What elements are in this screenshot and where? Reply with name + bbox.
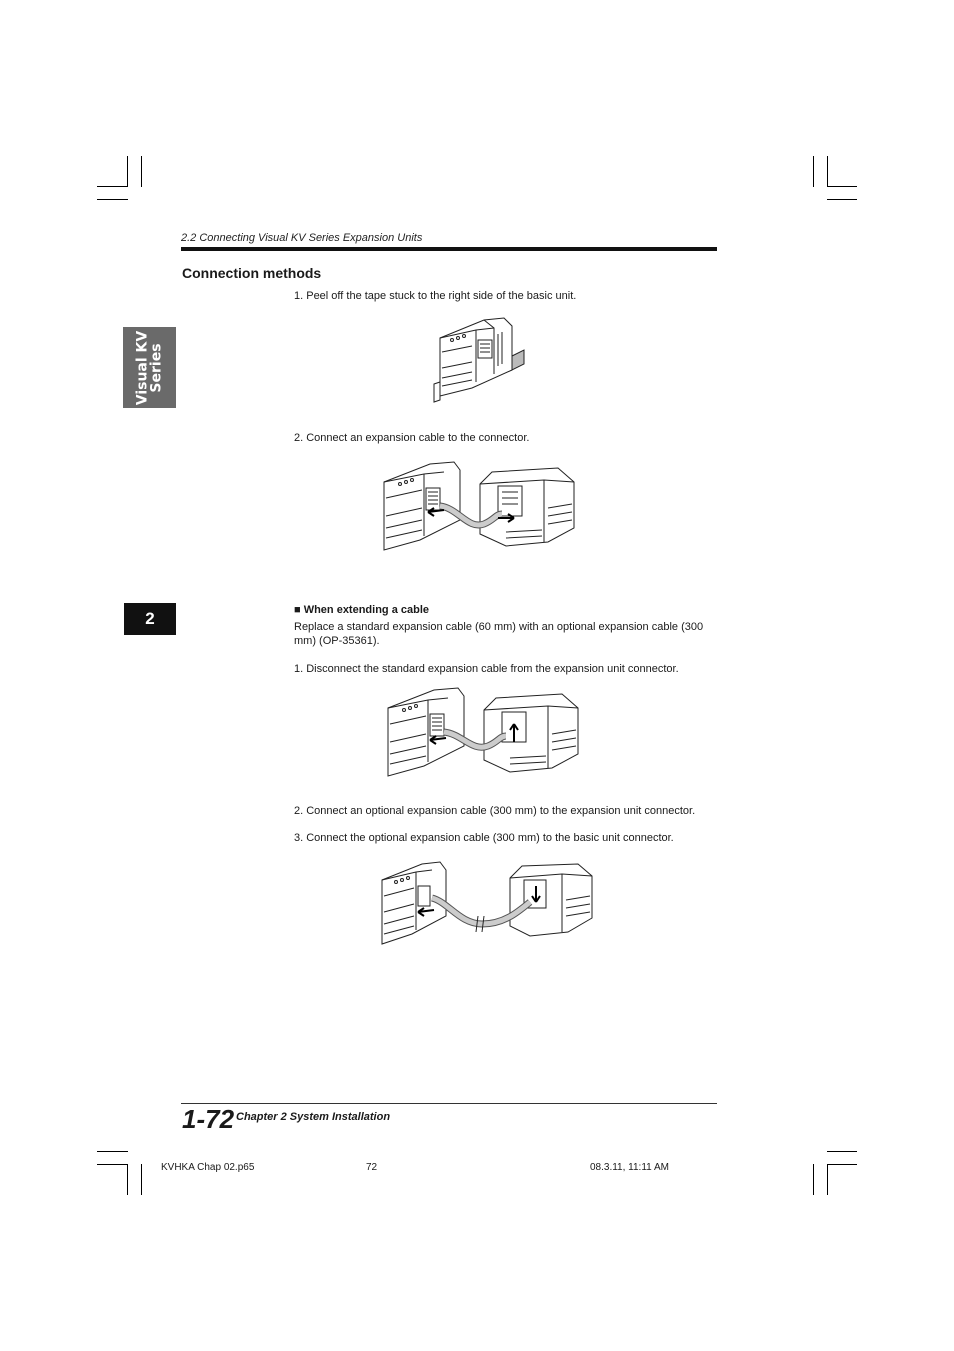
step-connect-optional-basic: 3. Connect the optional expansion cable (300 mm) to the basic unit connector. [294, 832, 674, 844]
header-rule [181, 247, 717, 251]
footer-rule [181, 1103, 717, 1104]
side-tab [123, 327, 176, 408]
subsection-paragraph: Replace a standard expansion cable (60 mm) with an optional expansion cable (300 mm) (OP-35361). [294, 621, 704, 647]
figure-optional-cable [378, 858, 598, 948]
side-tab-label: Visual KV Series [134, 330, 165, 405]
section-title: Connection methods [182, 265, 322, 281]
step-peel-tape: 1. Peel off the tape stuck to the right side of the basic unit. [294, 290, 577, 302]
slug-datetime: 08.3.11, 11:11 AM [590, 1162, 669, 1173]
figure-disconnect-cable [382, 684, 584, 782]
running-head: 2.2 Connecting Visual KV Series Expansion Units [181, 232, 423, 244]
step-connect-optional-expansion: 2. Connect an optional expansion cable (300 mm) to the expansion unit connector. [294, 805, 696, 817]
slug-page: 72 [366, 1162, 378, 1173]
step-connect-cable: 2. Connect an expansion cable to the connector. [294, 432, 530, 444]
figure-peel-tape [432, 312, 527, 404]
page-number: 1-72 [182, 1104, 235, 1134]
step-disconnect-cable: 1. Disconnect the standard expansion cable from the expansion unit connector. [294, 663, 679, 675]
chapter-label: Chapter 2 System Installation [236, 1111, 391, 1123]
slug-file: KVHKA Chap 02.p65 [161, 1162, 255, 1173]
figure-connect-cable [378, 458, 580, 556]
subsection-title: ■ When extending a cable [294, 604, 430, 616]
chapter-tab: 2 [124, 603, 176, 635]
